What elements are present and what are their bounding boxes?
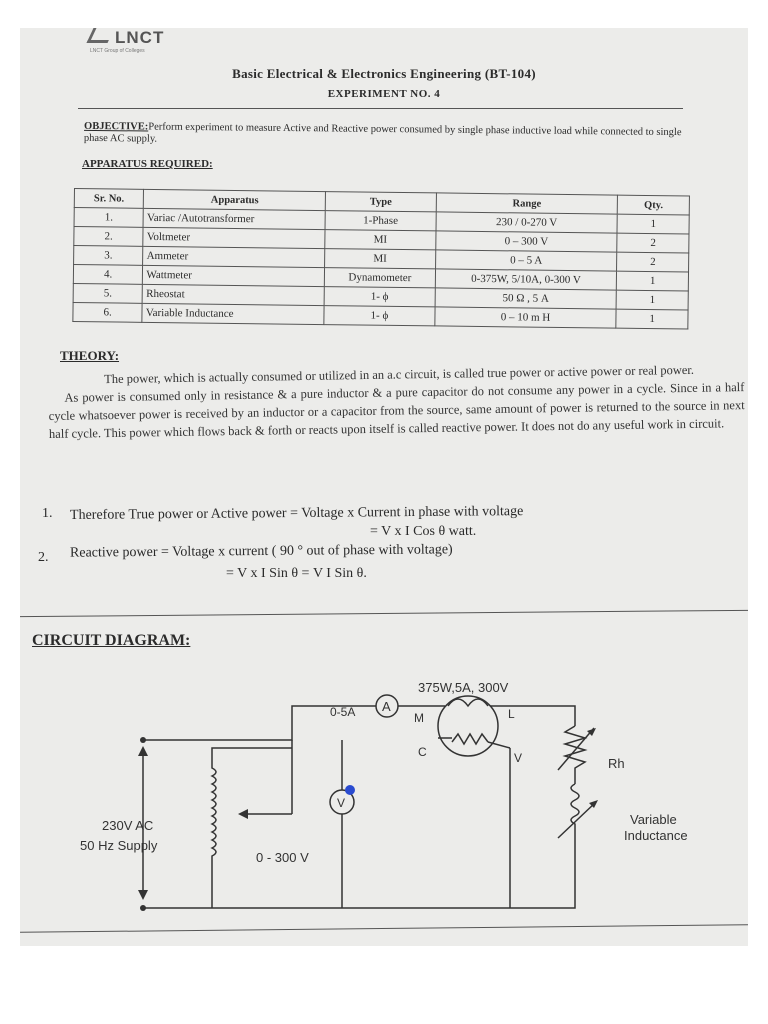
apparatus-heading: APPARATUS REQUIRED: (82, 158, 213, 170)
supply-label-line-1: 230V AC (102, 818, 154, 833)
type-cell: 1- ϕ (324, 306, 435, 326)
objective-label: OBJECTIVE: (84, 120, 149, 133)
objective-section (84, 121, 684, 151)
theory-paragraph-1: The power, which is actually consumed or utilized in an a.c circuit, is called true power or active power or real power. (104, 362, 695, 387)
terminal-v-label: V (514, 751, 523, 765)
column-header: Qty. (618, 195, 690, 215)
qty-cell: 2 (617, 233, 689, 253)
inductance-arrow (558, 802, 596, 838)
voltmeter-range-label: 0 - 300 V (256, 850, 309, 865)
variac-tap-arrowhead (238, 809, 248, 819)
inductance-coil (571, 784, 579, 900)
equation-1-line-2: = V x I Cos θ watt. (370, 524, 477, 539)
qty-cell: 1 (617, 290, 689, 310)
logo-subtitle: LNCT Group of Colleges (90, 48, 145, 54)
document-page (20, 28, 748, 946)
column-header: Type (326, 192, 437, 212)
apparatus-cell: Variac /Autotransformer (143, 208, 325, 229)
qty-cell: 1 (616, 309, 688, 329)
type-cell: Dynamometer (325, 268, 436, 288)
wattmeter-current-coil (448, 699, 488, 706)
equation-2-number: 2. (38, 550, 49, 565)
wattmeter-rating-label: 375W,5A, 300V (418, 680, 509, 695)
apparatus-cell: Voltmeter (143, 227, 325, 248)
sr-no-cell: 3. (74, 246, 144, 266)
apparatus-table (72, 188, 690, 330)
inductance-label-line-1: Variable (630, 812, 677, 827)
equation-2-line-2: = V x I Sin θ = V I Sin θ. (226, 566, 367, 581)
inductance-label-line-2: Inductance (624, 828, 688, 843)
supply-terminal-top (140, 737, 146, 743)
supply-arrow-head-down (138, 890, 148, 900)
header-divider (78, 108, 683, 109)
sr-no-cell: 4. (73, 265, 143, 285)
apparatus-cell: Ammeter (143, 246, 325, 267)
sr-no-cell: 6. (73, 302, 143, 322)
equation-2-line-1: Reactive power = Voltage x current ( 90 ° out of phase with voltage) (69, 542, 453, 561)
type-cell: 1-Phase (325, 211, 436, 231)
rheostat-label: Rh (608, 756, 625, 771)
supply-arrow-head-up (138, 746, 148, 756)
range-cell: 0 – 300 V (435, 231, 617, 252)
qty-cell: 1 (617, 271, 689, 291)
apparatus-cell: Wattmeter (143, 265, 325, 286)
type-cell: MI (325, 249, 436, 269)
theory-text (48, 360, 745, 443)
experiment-number: EXPERIMENT NO. 4 (327, 88, 441, 100)
theory-paragraph-2: As power is consumed only in resistance & a pure inductor & a pure capacitor do not consume any power in a cycle. Since in a half cycle whatsoever power is received by an inductor or a capacitor from the source, same amount of power is returned to the source in next half cycle. This power which flows back & forth or reacts upon itself is called reactive power. It does not do any useful work in circuit. (48, 380, 745, 441)
theory-heading: THEORY: (60, 348, 120, 363)
objective-text: Perform experiment to measure Active and Reactive power consumed by single phase inductive load while connected to single phase AC supply. (83, 121, 682, 145)
voltmeter-symbol: V (337, 796, 346, 810)
terminal-l-label: L (508, 707, 515, 721)
rheostat-arrow (558, 728, 594, 770)
range-cell: 0 – 5 A (435, 250, 617, 271)
circuit-heading: CIRCUIT DIAGRAM: (32, 632, 191, 649)
variac-coil (212, 763, 216, 908)
column-header: Range (436, 193, 618, 214)
terminal-m-label: M (414, 711, 424, 725)
qty-cell: 1 (617, 214, 689, 234)
circuit-diagram (20, 638, 748, 928)
qty-cell: 2 (617, 252, 689, 272)
equation-1-line-1: Therefore True power or Active power = Voltage x Current in phase with voltage (69, 504, 524, 523)
range-cell: 50 Ω , 5 A (435, 288, 617, 309)
ammeter-range-label: 0-5A (330, 705, 356, 719)
equation-1-number: 1. (42, 506, 53, 521)
column-header: Sr. No. (74, 189, 144, 209)
ammeter-symbol: A (382, 699, 391, 714)
range-cell: 0-375W, 5/10A, 0-300 V (435, 269, 617, 290)
load-wire (490, 706, 575, 726)
course-title: Basic Electrical & Electronics Engineering (BT-104) (232, 66, 536, 81)
sr-no-cell: 1. (74, 208, 144, 228)
rheostat-zigzag (565, 726, 585, 784)
supply-terminal-bottom (140, 905, 146, 911)
sr-no-cell: 2. (74, 227, 144, 247)
section-divider (20, 610, 748, 617)
supply-label-line-2: 50 Hz Supply (80, 838, 158, 853)
range-cell: 0 – 10 m H (434, 307, 616, 328)
type-cell: MI (325, 230, 436, 250)
apparatus-cell: Rheostat (143, 284, 325, 305)
wattmeter-pressure-coil (452, 734, 488, 744)
type-cell: 1- ϕ (324, 287, 435, 307)
variac-top-wire (212, 748, 292, 763)
range-cell: 230 / 0-270 V (436, 212, 618, 233)
column-header: Apparatus (144, 189, 326, 210)
apparatus-cell: Variable Inductance (142, 303, 324, 324)
sr-no-cell: 5. (73, 283, 143, 303)
terminal-c-label: C (418, 745, 427, 759)
ink-mark (345, 785, 355, 795)
college-logo: LNCT (90, 28, 190, 50)
